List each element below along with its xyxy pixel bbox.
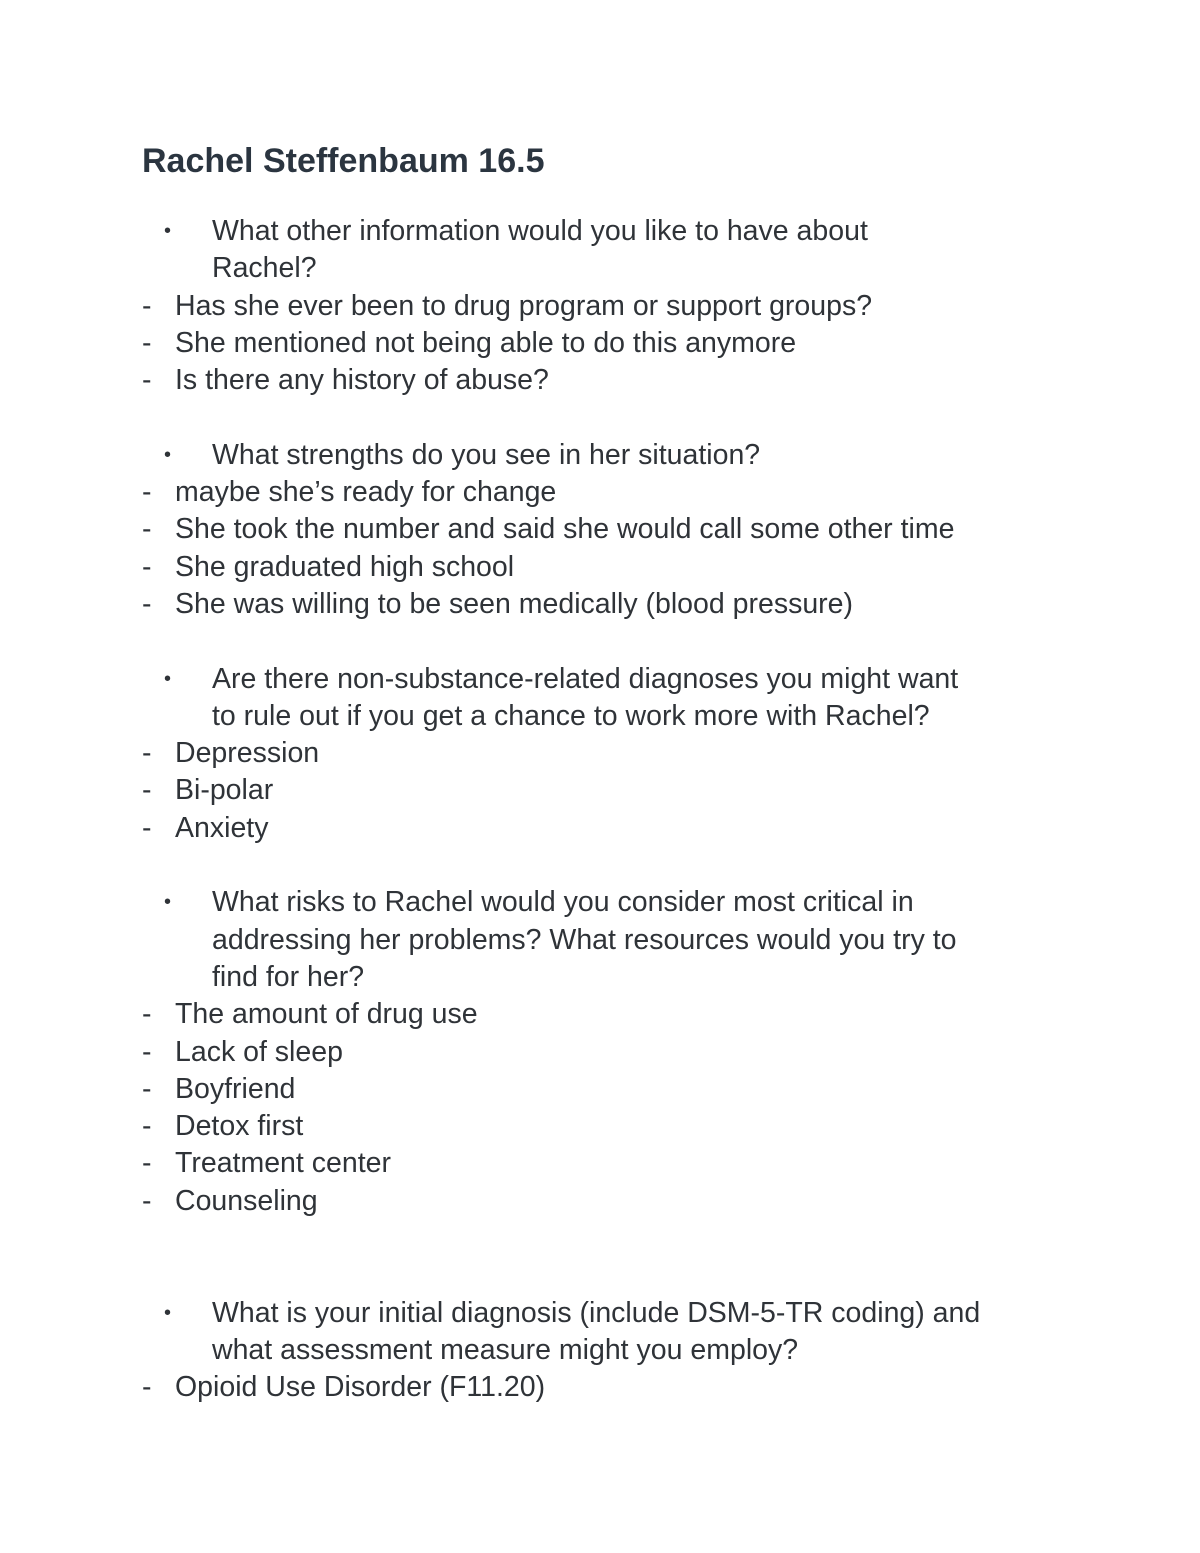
bullet-icon: • xyxy=(164,891,172,914)
answer-text: maybe she’s ready for change xyxy=(175,476,557,509)
question-text: What other information would you like to have about xyxy=(212,215,868,247)
document-body xyxy=(0,213,1200,1407)
question-text: What risks to Rachel would you consider most critical in xyxy=(212,886,914,919)
question-line xyxy=(0,661,1200,698)
dash-bullet-icon: - xyxy=(142,1371,152,1404)
section-spacer xyxy=(0,847,1200,884)
dash-bullet-icon: - xyxy=(142,364,152,397)
answer-text: Lack of sleep xyxy=(175,1035,343,1068)
answer-item xyxy=(0,735,1200,772)
answer-item xyxy=(0,1369,1200,1406)
bullet-icon: • xyxy=(164,1301,172,1324)
question-section xyxy=(0,661,1200,847)
question-line xyxy=(0,884,1200,921)
answer-text: The amount of drug use xyxy=(175,998,478,1031)
question-text: Rachel? xyxy=(212,252,317,285)
dash-bullet-icon: - xyxy=(142,587,152,620)
section-spacer xyxy=(0,399,1200,436)
question-section xyxy=(0,884,1200,1220)
answer-text: Opioid Use Disorder (F11.20) xyxy=(175,1371,546,1404)
dash-bullet-icon: - xyxy=(142,326,152,359)
answer-text: Anxiety xyxy=(175,811,269,844)
question-section xyxy=(0,1295,1200,1407)
dash-bullet-icon: - xyxy=(142,1072,152,1105)
question-text: Are there non-substance-related diagnoses you might want xyxy=(212,662,959,695)
answer-item xyxy=(0,586,1200,623)
answer-text: Counseling xyxy=(175,1184,318,1217)
question-line xyxy=(0,1295,1200,1332)
dash-bullet-icon: - xyxy=(142,1184,152,1217)
answer-item xyxy=(0,1071,1200,1108)
answer-text: She was willing to be seen medically (blood pressure) xyxy=(175,587,854,620)
question-line xyxy=(0,250,1200,287)
answer-text: Has she ever been to drug program or support groups? xyxy=(175,289,873,322)
answer-item xyxy=(0,1145,1200,1182)
question-text: What strengths do you see in her situation? xyxy=(212,438,761,471)
document-title: Rachel Steffenbaum 16.5 xyxy=(142,142,545,180)
answer-text: Is there any history of abuse? xyxy=(175,364,549,397)
answer-item xyxy=(0,1108,1200,1145)
dash-bullet-icon: - xyxy=(142,1035,152,1068)
answer-item xyxy=(0,549,1200,586)
section-spacer xyxy=(0,623,1200,660)
dash-bullet-icon: - xyxy=(142,1147,152,1180)
answer-item xyxy=(0,996,1200,1033)
question-text: What is your initial diagnosis (include DSM-5-TR coding) and xyxy=(212,1296,981,1329)
answer-text: Depression xyxy=(175,737,320,770)
dash-bullet-icon: - xyxy=(142,811,152,844)
bullet-icon: • xyxy=(164,443,172,466)
answer-text: Bi-polar xyxy=(175,774,274,807)
dash-bullet-icon: - xyxy=(142,998,152,1031)
answer-text: She took the number and said she would call some other time xyxy=(175,513,955,546)
question-line xyxy=(0,1332,1200,1369)
answer-item xyxy=(0,810,1200,847)
question-line xyxy=(0,922,1200,959)
answer-text: Treatment center xyxy=(175,1147,391,1180)
question-section xyxy=(0,437,1200,623)
dash-bullet-icon: - xyxy=(142,737,152,770)
dash-bullet-icon: - xyxy=(142,289,152,322)
answer-text: She graduated high school xyxy=(175,550,515,583)
bullet-icon: • xyxy=(164,220,172,242)
dash-bullet-icon: - xyxy=(142,774,152,807)
question-text: to rule out if you get a chance to work more with Rachel? xyxy=(212,699,930,732)
answer-item xyxy=(0,772,1200,809)
answer-item xyxy=(0,325,1200,362)
answer-item xyxy=(0,511,1200,548)
section-spacer xyxy=(0,1220,1200,1295)
bullet-icon: • xyxy=(164,667,172,690)
question-text: addressing her problems? What resources would you try to xyxy=(212,923,957,956)
answer-item xyxy=(0,1034,1200,1071)
answer-item xyxy=(0,1183,1200,1220)
question-line xyxy=(0,437,1200,474)
answer-item xyxy=(0,362,1200,399)
question-line xyxy=(0,959,1200,996)
dash-bullet-icon: - xyxy=(142,1110,152,1143)
question-section xyxy=(0,213,1200,399)
answer-item xyxy=(0,288,1200,325)
dash-bullet-icon: - xyxy=(142,476,152,509)
dash-bullet-icon: - xyxy=(142,550,152,583)
answer-text: Detox first xyxy=(175,1110,304,1143)
question-text: find for her? xyxy=(212,960,365,993)
answer-item xyxy=(0,474,1200,511)
dash-bullet-icon: - xyxy=(142,513,152,546)
answer-text: Boyfriend xyxy=(175,1072,296,1105)
question-line xyxy=(0,698,1200,735)
question-line xyxy=(0,213,1200,250)
question-text: what assessment measure might you employ? xyxy=(212,1333,799,1366)
answer-text: She mentioned not being able to do this anymore xyxy=(175,326,797,359)
